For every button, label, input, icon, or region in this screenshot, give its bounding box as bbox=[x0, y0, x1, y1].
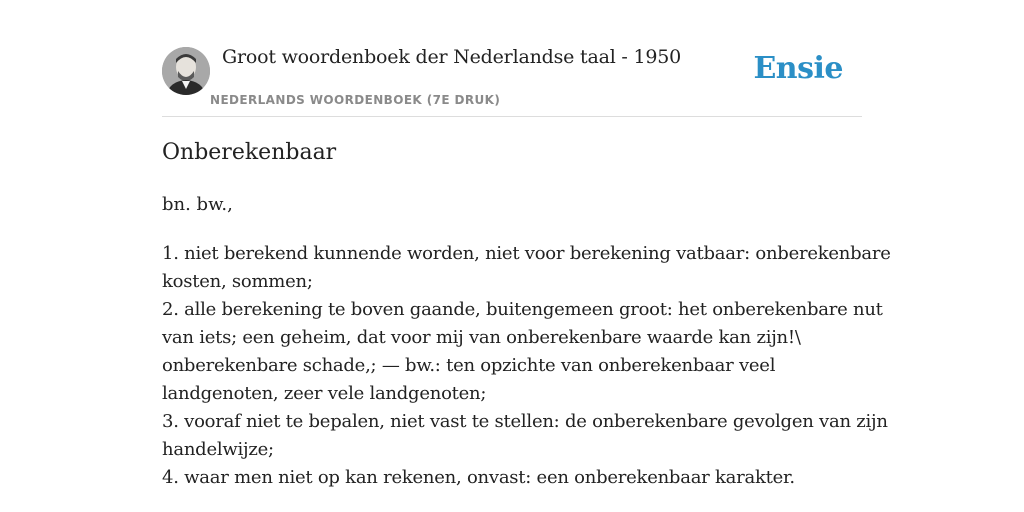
source-subtitle[interactable]: NEDERLANDS WOORDENBOEK (7E DRUK) bbox=[210, 93, 501, 107]
definition-line: 4. waar men niet op kan rekenen, onvast: een onberekenbaar karakter. bbox=[162, 467, 795, 488]
entry-grammar: bn. bw., bbox=[162, 194, 233, 215]
definition-line: handelwijze; bbox=[162, 439, 274, 460]
definition-line: landgenoten, zeer vele landgenoten; bbox=[162, 383, 487, 404]
definition-line: 3. vooraf niet te bepalen, niet vast te stellen: de onberekenbare gevolgen van zijn bbox=[162, 411, 888, 432]
entry-header bbox=[162, 0, 862, 117]
definition-line: onberekenbare schade,; — bw.: ten opzichte van onberekenbaar veel bbox=[162, 355, 776, 376]
entry-definitions bbox=[162, 240, 891, 492]
page bbox=[162, 0, 891, 488]
definition-line: 1. niet berekend kunnende worden, niet voor berekening vatbaar: onberekenbare bbox=[162, 243, 891, 264]
entry-headword: Onberekenbaar bbox=[162, 140, 337, 165]
ensie-logo[interactable]: Ensie bbox=[753, 51, 843, 86]
portrait-avatar-icon[interactable] bbox=[162, 47, 210, 95]
definition-line: van iets; een geheim, dat voor mij van onberekenbare waarde kan zijn!\ bbox=[162, 327, 801, 348]
definition-line: 2. alle berekening te boven gaande, buitengemeen groot: het onberekenbare nut bbox=[162, 299, 883, 320]
source-title[interactable]: Groot woordenboek der Nederlandse taal - 1950 bbox=[222, 46, 682, 68]
definition-line: kosten, sommen; bbox=[162, 271, 313, 292]
